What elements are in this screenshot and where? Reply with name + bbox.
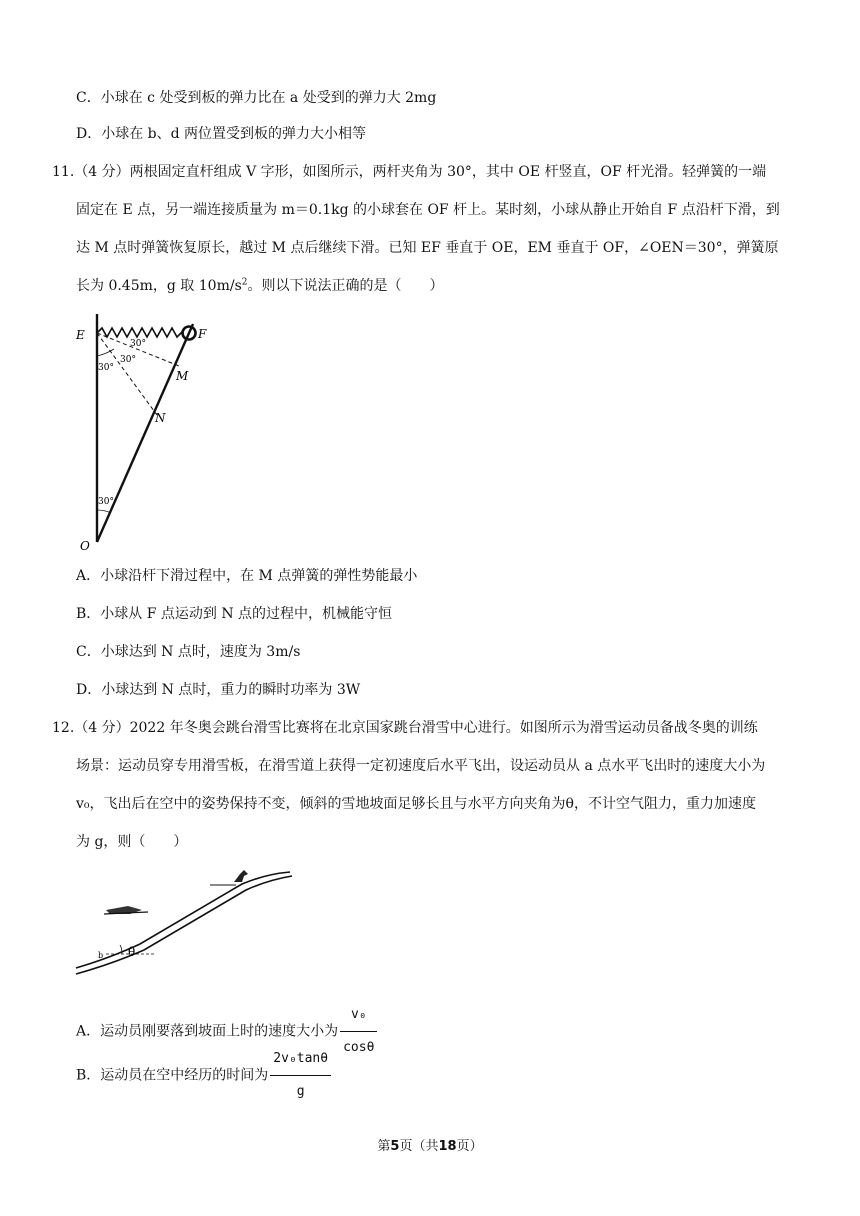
footer-middle: 页（共 [399,1139,439,1154]
label-b: b [98,951,104,960]
footer-total-pages: 18 [438,1139,457,1154]
q11-option-d: D．小球达到 N 点时，重力的瞬时功率为 3W [76,682,361,698]
q11-stem-superscript: 2 [241,277,248,288]
fraction-2v0tan-over-g [270,1044,331,1107]
q12-figure-ski-slope [70,862,300,982]
footer-prefix: 第 [377,1139,391,1154]
q11-option-b: B．小球从 F 点运动到 N 点的过程中，机械能守恒 [76,606,393,622]
q11-stem-line4-tail: 。则以下说法正确的是（ ） [247,278,444,294]
q11-stem-line4 [76,276,444,296]
footer-suffix: 页） [456,1139,483,1154]
fraction-denominator: cosθ [343,1040,375,1055]
spring [97,328,182,337]
q11-stem-line2: 固定在 E 点，另一端连接质量为 m＝0.1kg 的小球套在 OF 杆上。某时刻，小球从静止开始自 F 点沿杆下滑，到 [76,202,780,218]
fraction-v0-over-cos [340,1000,377,1063]
fraction-denominator: g [296,1084,305,1099]
q12-stem-line1: 12.（4 分）2022 年冬奥会跳台滑雪比赛将在北京国家跳台滑雪中心进行。如图所示为滑雪运动员备战冬奥的训练 [52,720,758,736]
q11-figure-v-rods [70,306,220,556]
angle-label-3: 30° [98,363,114,373]
q12-stem-line2: 场景：运动员穿专用滑雪板，在滑雪道上获得一定初速度后水平飞出，设运动员从 a 点水平飞出时的速度大小为 [76,758,766,774]
q11-option-a: A．小球沿杆下滑过程中，在 M 点弹簧的弹性势能最小 [76,568,418,584]
q11-stem-line3: 达 M 点时弹簧恢复原长，越过 M 点后继续下滑。已知 EF 垂直于 OE，EM 垂直于 OF，∠OEN＝30°，弹簧原 [76,240,779,256]
angle-label-4: 30° [98,497,114,507]
label-m: M [176,369,189,383]
q12-option-b [76,1044,331,1107]
rod-of [97,324,193,542]
q12-stem-line3: v₀，飞出后在空中的姿势保持不变，倾斜的雪地坡面足够长且与水平方向夹角为θ，不计空气阻力，重力加速度 [76,796,756,812]
label-n: N [155,411,166,425]
slope-upper [76,872,290,968]
standing-skier [234,870,248,882]
q12-stem-line4: 为 g，则（ ） [76,834,188,850]
fraction-numerator: v₀ [340,1000,377,1032]
label-theta: θ [128,945,136,959]
footer-page-number: 5 [390,1139,400,1154]
q12-option-b-text: B．运动员在空中经历的时间为 [76,1067,269,1084]
label-f: F [198,327,207,341]
dashed-en [97,333,157,415]
q10-option-c: C．小球在 c 处受到板的弹力比在 a 处受到的弹力大 2mg [76,90,437,106]
angle-label-1: 30° [130,339,146,349]
slope-lower [76,876,292,974]
page-footer [0,1138,860,1156]
q11-stem-line4-text: 长为 0.45m，g 取 10m/s [76,278,242,294]
q11-option-c: C．小球达到 N 点时，速度为 3m/s [76,644,301,660]
q10-option-d: D．小球在 b、d 两位置受到板的弹力大小相等 [76,126,367,142]
label-e: E [76,328,85,342]
fraction-numerator: 2v₀tanθ [270,1044,331,1076]
q11-stem-line1: 11.（4 分）两根固定直杆组成 V 字形，如图所示，两杆夹角为 30°，其中 OE 杆竖直，OF 杆光滑。轻弹簧的一端 [52,164,767,180]
angle-label-2: 30° [120,355,136,365]
q12-option-a-text: A．运动员刚要落到坡面上时的速度大小为 [76,1023,339,1040]
label-o: O [80,539,90,553]
